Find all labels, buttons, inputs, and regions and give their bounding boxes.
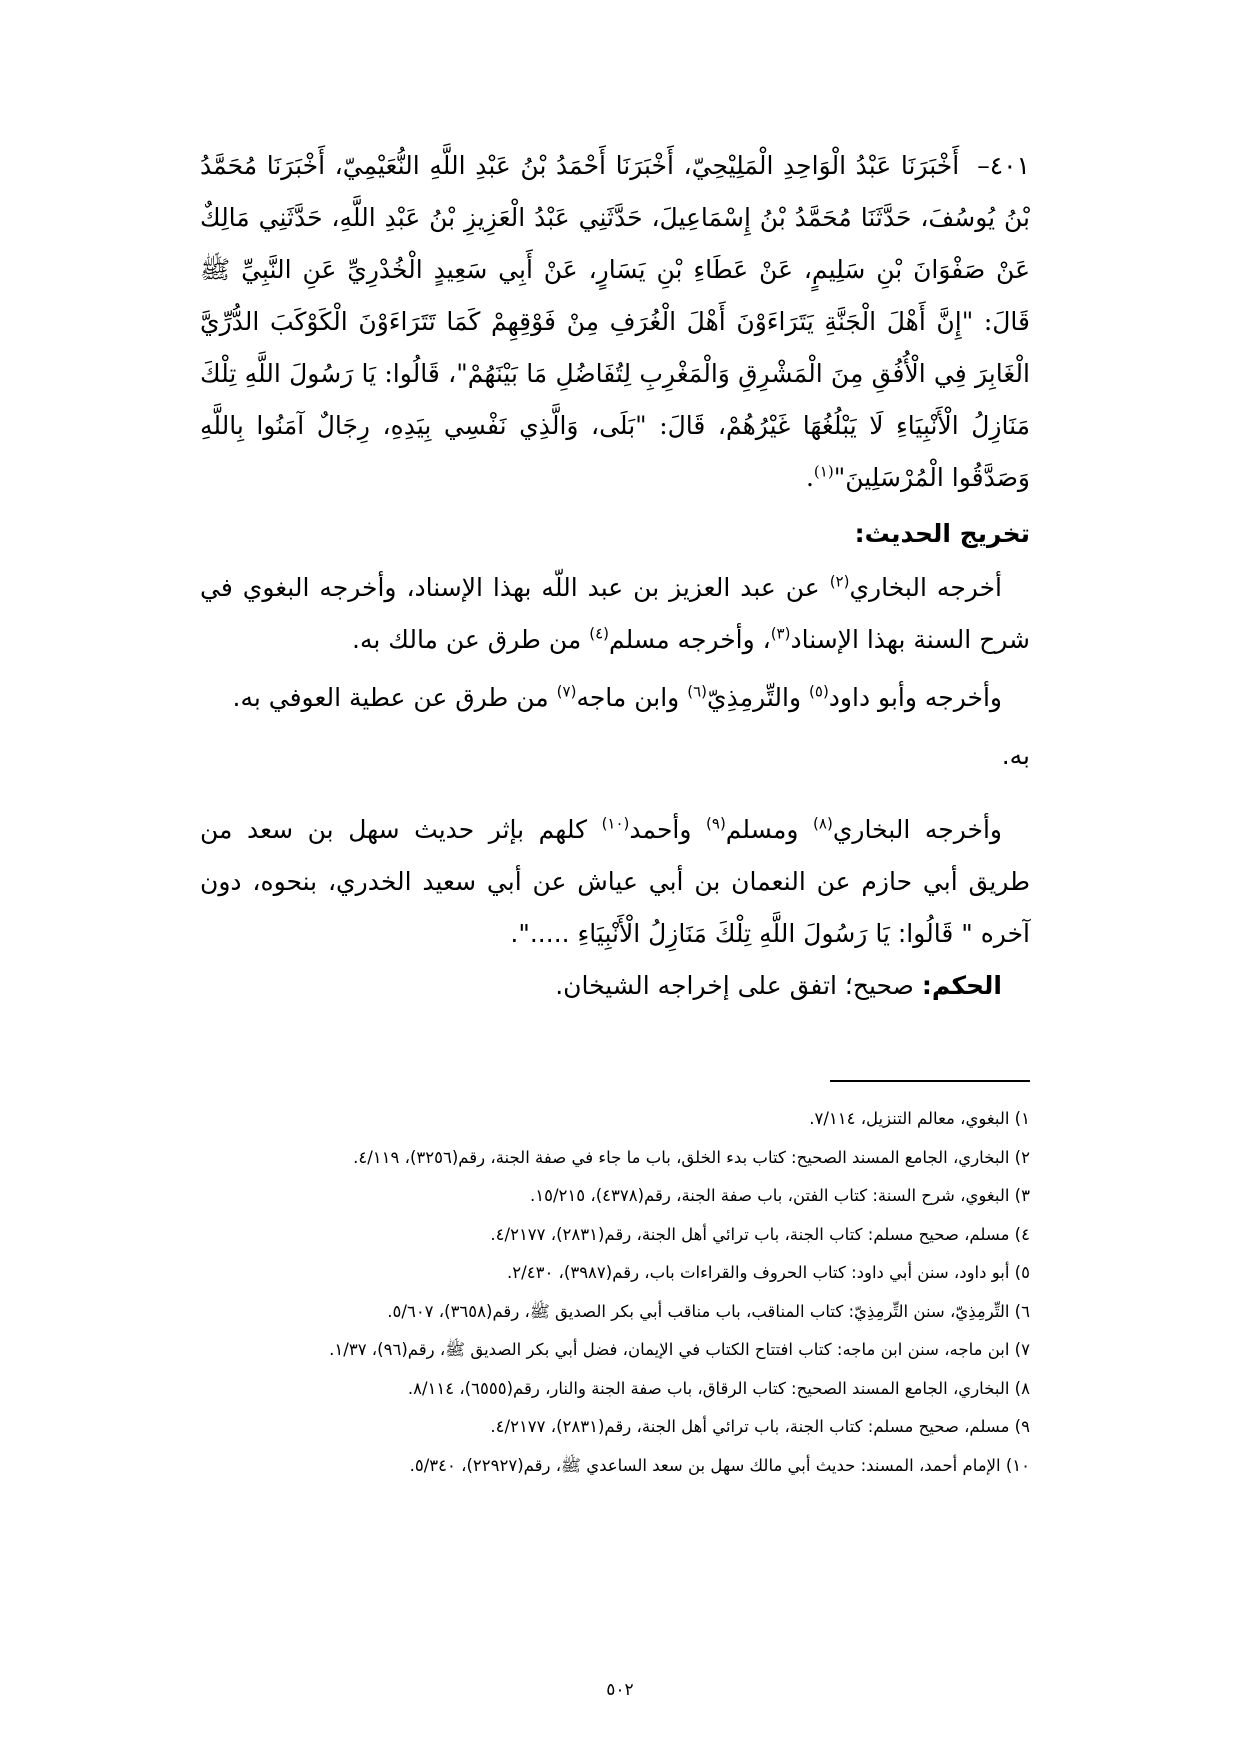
text-segment: وأحمد [629,815,707,844]
hadith-number: ٤٠١– [977,151,1030,180]
ruling-paragraph [200,960,1030,1012]
footnote-ref: (٥) [809,682,829,701]
hadith-paragraph [200,140,1030,504]
footnote-ref: (٤) [589,624,609,643]
footnote-ref: (٢) [829,572,850,591]
footnote-item: ٤) مسلم، صحيح مسلم: كتاب الجنة، باب ترائي أهل الجنة، رقم(٢٨٣١)، ٤/٢١٧٧. [490,1224,1030,1244]
footnote-item: ٥) أبو داود، سنن أبي داود: كتاب الحروف والقراءات باب، رقم(٣٩٨٧)، ٢/٤٣٠. [507,1263,1030,1282]
text-segment: وأخرجه البخاري [832,815,1002,844]
ruling-label: الحكم: [921,971,1002,1000]
footnote-item: ٩) مسلم، صحيح مسلم: كتاب الجنة، باب ترائي أهل الجنة، رقم(٢٨٣١)، ٤/٢١٧٧. [490,1417,1030,1436]
takhrij-paragraph-2 [200,672,1030,724]
text-segment: ، وأخرجه مسلم [608,625,771,654]
text-segment: وابن ماجه [576,683,688,712]
takhrij-paragraph-3: به. [1001,741,1030,770]
footnote-ref: (٩) [706,814,726,833]
footnote-divider [830,1080,1030,1082]
footnote-ref: (١٠) [601,814,630,833]
footnote-ref: (٣) [770,624,791,643]
hadith-text: أَخْبَرَنَا عَبْدُ الْوَاحِدِ الْمَلِيْحِيّ، أَخْبَرَنَا أَحْمَدُ بْنُ عَبْدِ اللَّهِ النُّعَيْمِيّ، أَخْبَرَنَا مُحَمَّدُ بْنُ يُوسُفَ، حَدَّثَنَا مُحَمَّدُ بْنُ إِسْمَاعِيلَ، حَدَّثَنِي عَبْدُ الْعَزِيزِ بْنُ عَبْدِ اللَّهِ، حَدَّثَنِي مَالِكٌ عَنْ صَفْوَانَ بْنِ سَلِيمٍ، عَنْ عَطَاءِ بْنِ يَسَارٍ، عَنْ أَبِي سَعِيدٍ الْخُدْرِيِّ عَنِ النَّبِيِّ ﷺ قَالَ: "إِنَّ أَهْلَ الْجَنَّةِ يَتَرَاءَوْنَ أَهْلَ الْغُرَفِ مِنْ فَوْقِهِمْ كَمَا تَتَرَاءَوْنَ الْكَوْكَبَ الدُّرِّيَّ الْغَابِرَ فِي الْأُفُقِ مِنَ الْمَشْرِقِ وَالْمَغْرِبِ لِتُفَاضُلِ مَا بَيْنَهُمْ"، قَالُوا: يَا رَسُولَ اللَّهِ تِلْكَ مَنَازِلُ الْأَنْبِيَاءِ لَا يَبْلُغُهَا غَيْرُهُمْ، قَالَ: "بَلَى، وَالَّذِي نَفْسِي بِيَدِهِ، رِجَالٌ آمَنُوا بِاللَّهِ وَصَدَّقُوا الْمُرْسَلِينَ" [200,151,1030,492]
takhrij-paragraph-4 [200,804,1030,960]
footnote-ref: (١) [813,462,834,481]
footnote-ref: (٦) [687,682,707,701]
footnote-item: ٧) ابن ماجه، سنن ابن ماجه: كتاب افتتاح الكتاب في الإيمان، فضل أبي بكر الصديق ﷺ، رقم(٩٦)، ١/٣٧. [329,1340,1030,1359]
hadith-end: . [805,463,814,492]
text-segment: وأخرجه وأبو داود [828,683,1002,712]
footnote-item: ٣) البغوي، شرح السنة: كتاب الفتن، باب صفة الجنة، رقم(٤٣٧٨)، ١٥/٢١٥. [530,1186,1030,1205]
page-number: ٥٠٢ [606,1680,634,1700]
takhrij-paragraph-1 [200,562,1030,666]
text-segment: والتِّرمِذِيّ [707,683,810,712]
main-text [200,140,1030,1012]
footnote-item: ٢) البخاري، الجامع المسند الصحيح: كتاب بدء الخلق، باب ما جاء في صفة الجنة، رقم(٣٢٥٦)، ٤/١١٩. [353,1147,1030,1167]
text-segment: كلهم بإثر حديث سهل بن سعد من طريق أبي حازم عن النعمان بن أبي عياش عن أبي سعيد الخدري، بنحوه، دون آخره " قَالُوا: يَا رَسُولَ اللَّهِ تِلْكَ مَنَازِلُ الْأَنْبِيَاءِ .....". [200,815,1030,948]
ruling-text: صحيح؛ اتفق على إخراجه الشيخان. [555,971,922,1000]
footnotes-list [170,1100,1030,1485]
footnote-item: ٦) التِّرمِذِيّ، سنن التِّرمِذِيّ: كتاب المناقب، باب مناقب أبي بكر الصديق ﷺ، رقم(٣٦٥٨)، ٥/٦٠٧. [387,1301,1030,1321]
text-segment: أخرجه البخاري [849,573,1002,602]
footnote-item: ١) البغوي، معالم التنزيل، ٧/١١٤. [809,1109,1030,1128]
text-segment: من طرق عن مالك به. [352,625,590,654]
footnote-item: ١٠) الإمام أحمد، المسند: حديث أبي مالك سهل بن سعد الساعدي ﷺ، رقم(٢٢٩٢٧)، ٥/٣٤٠. [409,1455,1030,1475]
section-title-takhrij: تخريج الحديث: [854,519,1030,548]
footnote-item: ٨) البخاري، الجامع المسند الصحيح: كتاب الرقاق، باب صفة الجنة والنار، رقم(٦٥٥٥)، ٨/١١٤. [407,1378,1030,1398]
footnote-ref: (٧) [556,682,577,701]
text-segment: ومسلم [725,815,814,844]
text-segment: من طرق عن عطية العوفي به. [232,683,557,712]
text-segment: عن عبد العزيز بن عبد اللّه بهذا الإسناد، وأخرجه البغوي في شرح السنة بهذا الإسناد [200,573,1030,654]
footnote-ref: (٨) [813,814,833,833]
